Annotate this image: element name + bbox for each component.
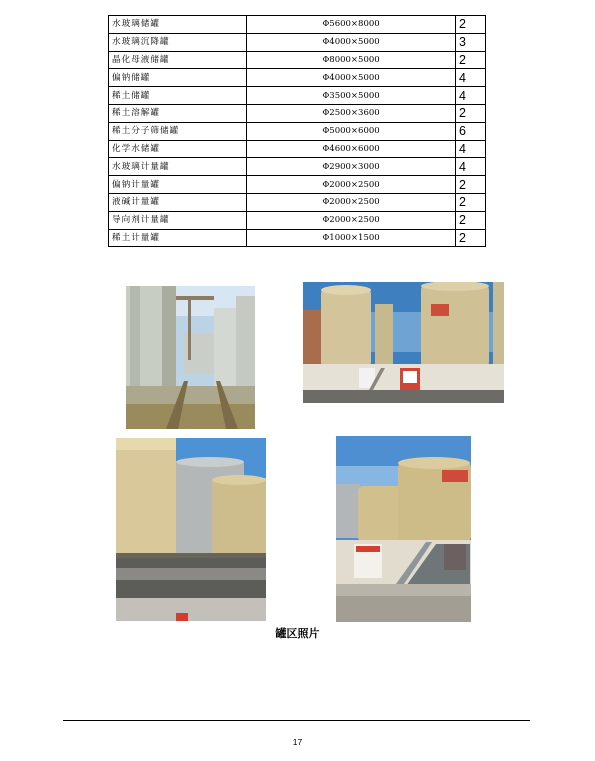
- equipment-size-cell: Φ8000×5000: [247, 51, 456, 69]
- table-row: [109, 104, 486, 122]
- table-row: [109, 51, 486, 69]
- tank-area-photo-3: [116, 438, 266, 621]
- tank-area-photo-1: [126, 286, 255, 429]
- equipment-size-cell: Φ1000×1500: [247, 229, 456, 247]
- table-row: [109, 87, 486, 105]
- tank-area-photo-2: [303, 282, 504, 403]
- equipment-name-cell: 偏钠储罐: [109, 69, 247, 87]
- table-row: [109, 33, 486, 51]
- equipment-name-cell: 稀土计量罐: [109, 229, 247, 247]
- equipment-qty-cell: 2: [456, 16, 486, 34]
- equipment-table: [108, 15, 486, 247]
- equipment-size-cell: Φ2500×3600: [247, 104, 456, 122]
- equipment-qty-cell: 4: [456, 158, 486, 176]
- equipment-name-cell: 水玻璃储罐: [109, 16, 247, 34]
- table-row: [109, 69, 486, 87]
- table-row: [109, 193, 486, 211]
- equipment-qty-cell: 6: [456, 122, 486, 140]
- equipment-size-cell: Φ4000×5000: [247, 33, 456, 51]
- equipment-size-cell: Φ5600×8000: [247, 16, 456, 34]
- table-row: [109, 140, 486, 158]
- equipment-name-cell: 稀土储罐: [109, 87, 247, 105]
- equipment-qty-cell: 4: [456, 87, 486, 105]
- equipment-name-cell: 水玻璃计量罐: [109, 158, 247, 176]
- equipment-name-cell: 稀土分子筛储罐: [109, 122, 247, 140]
- table-row: [109, 16, 486, 34]
- footer-divider: [63, 720, 530, 721]
- equipment-qty-cell: 2: [456, 176, 486, 194]
- equipment-size-cell: Φ4000×5000: [247, 69, 456, 87]
- equipment-qty-cell: 3: [456, 33, 486, 51]
- equipment-size-cell: Φ5000×6000: [247, 122, 456, 140]
- equipment-qty-cell: 4: [456, 140, 486, 158]
- equipment-name-cell: 水玻璃沉降罐: [109, 33, 247, 51]
- equipment-qty-cell: 2: [456, 51, 486, 69]
- equipment-table-body: [109, 16, 486, 247]
- equipment-qty-cell: 2: [456, 229, 486, 247]
- equipment-size-cell: Φ2000×2500: [247, 211, 456, 229]
- equipment-name-cell: 导向剂计量罐: [109, 211, 247, 229]
- page-number: 17: [292, 737, 303, 747]
- table-row: [109, 158, 486, 176]
- equipment-name-cell: 偏钠计量罐: [109, 176, 247, 194]
- equipment-size-cell: Φ4600×6000: [247, 140, 456, 158]
- equipment-qty-cell: 4: [456, 69, 486, 87]
- equipment-size-cell: Φ3500×5000: [247, 87, 456, 105]
- table-row: [109, 122, 486, 140]
- equipment-name-cell: 液碱计量罐: [109, 193, 247, 211]
- table-row: [109, 176, 486, 194]
- equipment-size-cell: Φ2900×3000: [247, 158, 456, 176]
- equipment-name-cell: 稀土溶解罐: [109, 104, 247, 122]
- equipment-name-cell: 晶化母液储罐: [109, 51, 247, 69]
- equipment-size-cell: Φ2000×2500: [247, 193, 456, 211]
- equipment-size-cell: Φ2000×2500: [247, 176, 456, 194]
- equipment-qty-cell: 2: [456, 211, 486, 229]
- photo-caption: 罐区照片: [275, 627, 320, 640]
- equipment-qty-cell: 2: [456, 104, 486, 122]
- table-row: [109, 211, 486, 229]
- tank-area-photo-4: [336, 436, 471, 622]
- table-row: [109, 229, 486, 247]
- equipment-name-cell: 化学水储罐: [109, 140, 247, 158]
- equipment-qty-cell: 2: [456, 193, 486, 211]
